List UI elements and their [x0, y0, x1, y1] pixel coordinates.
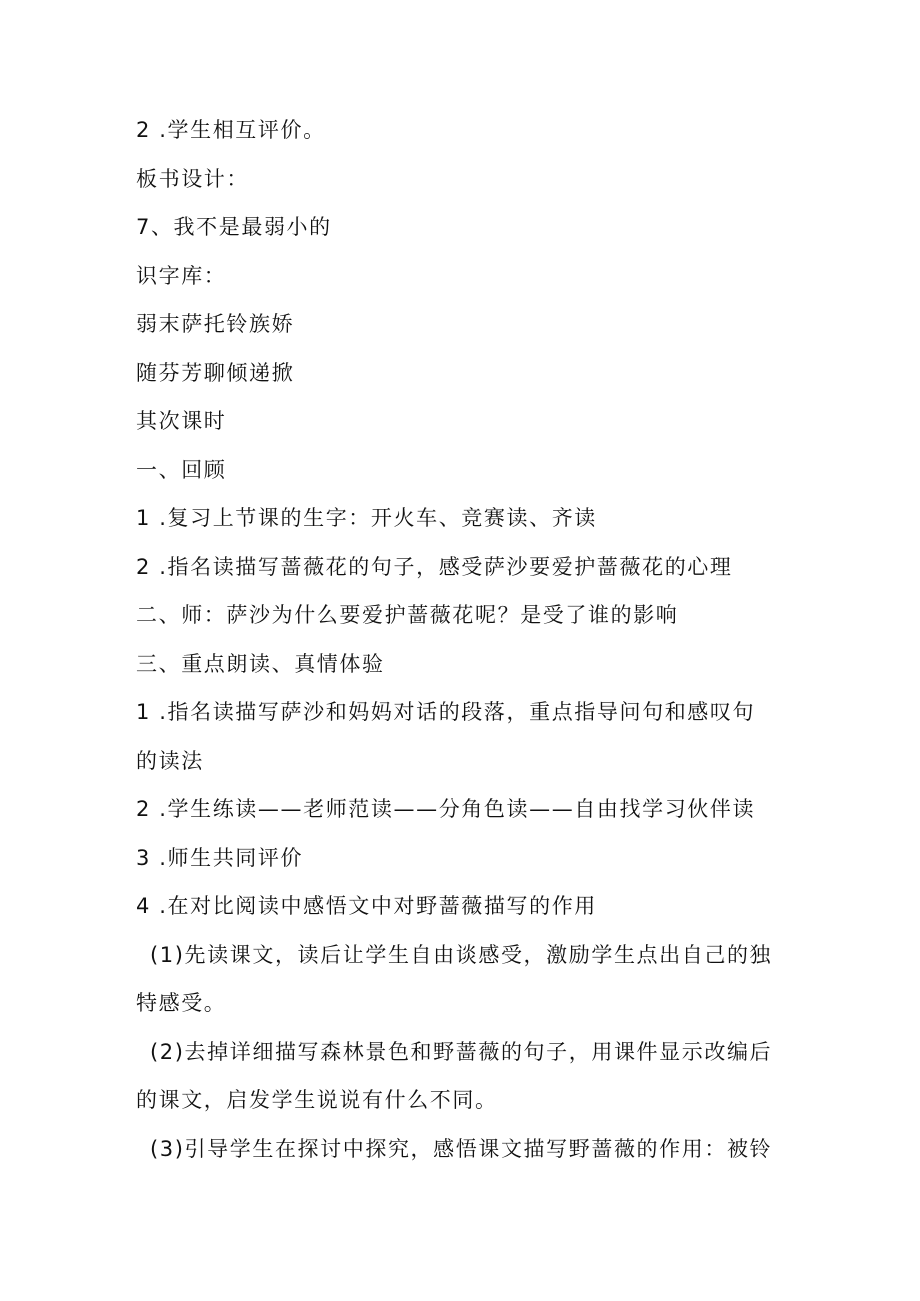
text-line: 1 .复习上节课的生字：开火车、竞赛读、齐读: [136, 506, 597, 530]
text-line: 的课文，启发学生说说有什么不同。: [136, 1088, 498, 1112]
text-line: 弱末萨托铃族娇: [136, 312, 295, 336]
text-line: 3 .师生共同评价: [136, 846, 304, 870]
text-line: 4 .在对比阅读中感悟文中对野蔷薇描写的作用: [136, 894, 597, 918]
text-line: 识字库：: [136, 264, 227, 288]
text-line: 二、师：萨沙为什么要爱护蔷薇花呢？是受了谁的影响: [136, 603, 679, 627]
text-line: 2 .学生练读——老师范读——分角色读——自由找学习伙伴读: [136, 797, 756, 821]
text-line: (3)引导学生在探讨中探究，感悟课文描写野蔷薇的作用：被铃: [150, 1137, 773, 1161]
text-line: 三、重点朗读、真情体验: [136, 652, 385, 676]
text-line: 特感受。: [136, 991, 227, 1015]
text-line: 7、我不是最弱小的: [136, 215, 332, 239]
text-line: 1 .指名读描写萨沙和妈妈对话的段落，重点指导问句和感叹句: [136, 700, 756, 724]
text-line: (1)先读课文，读后让学生自由谈感受，激励学生点出自己的独: [150, 943, 773, 967]
text-line: 2 .指名读描写蔷薇花的句子，感受萨沙要爱护蔷薇花的心理: [136, 555, 733, 579]
text-line: (2)去掉详细描写森林景色和野蔷薇的句子，用课件显示改编后: [150, 1040, 773, 1064]
text-line: 其次课时: [136, 409, 227, 433]
text-line: 板书设计：: [136, 167, 249, 191]
text-line: 一、回顾: [136, 458, 227, 482]
text-line: 2 .学生相互评价。: [136, 118, 326, 142]
text-line: 随芬芳聊倾递掀: [136, 361, 295, 385]
text-line: 的读法: [136, 749, 204, 773]
